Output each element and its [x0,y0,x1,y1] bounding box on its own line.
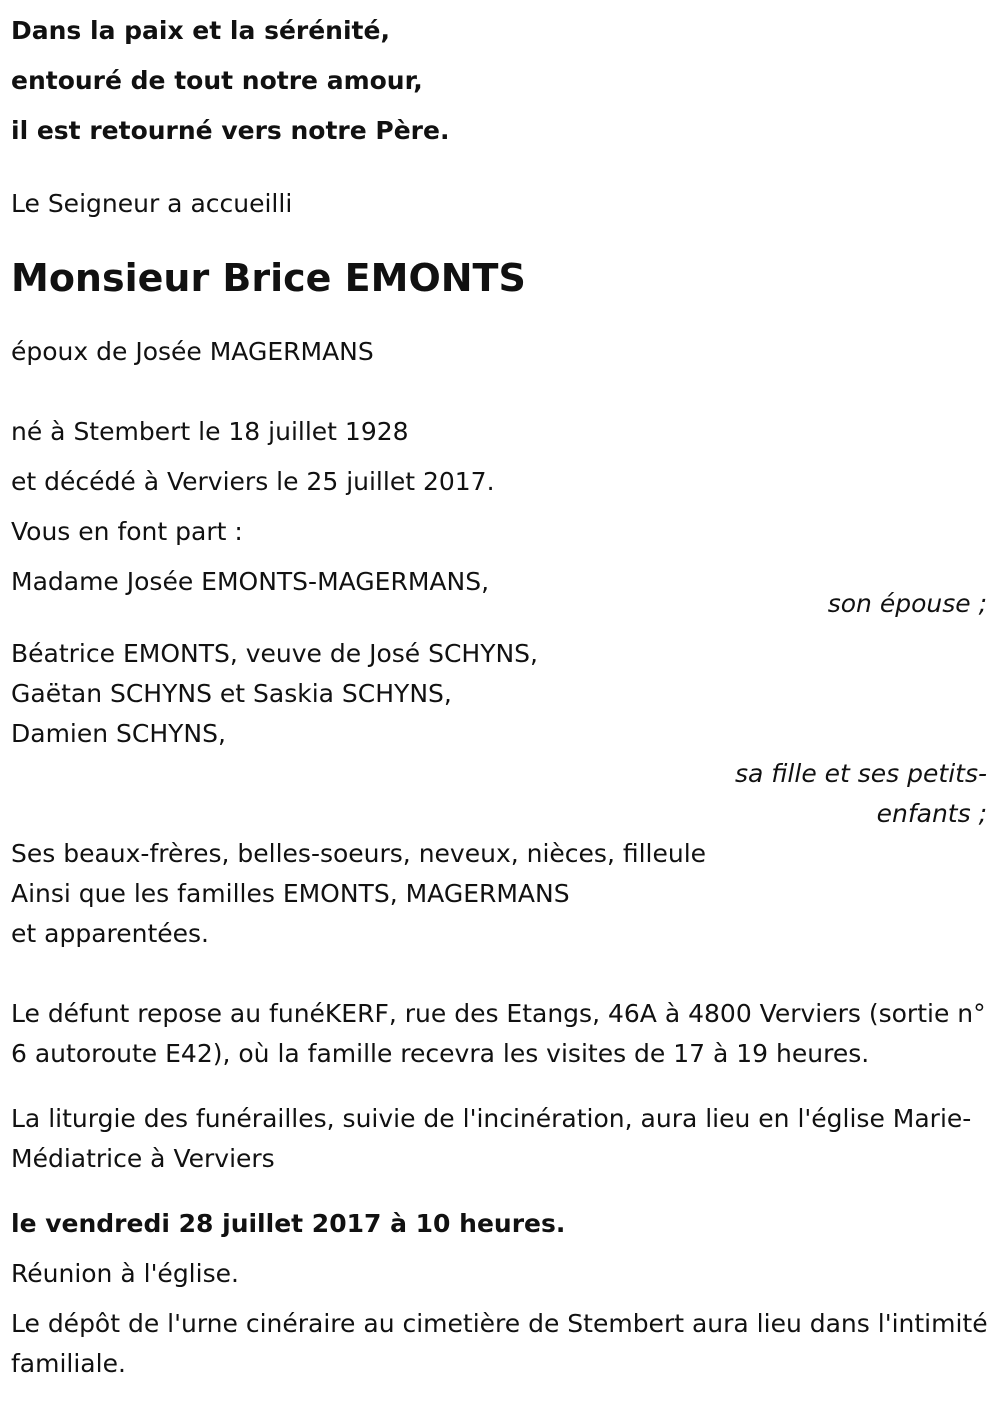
spouse-name: Madame Josée EMONTS-MAGERMANS, [11,567,490,596]
relatives-line: et apparentées. [11,919,209,948]
funeral-date: le vendredi 28 juillet 2017 à 10 heures. [11,1209,566,1238]
child-line: Gaëtan SCHYNS et Saskia SCHYNS, [11,679,452,708]
family-list [11,562,991,954]
children-role: sa fille et ses petits- [734,759,987,788]
relatives-line: Ses beaux-frères, belles-soeurs, neveux, nièces, filleule [11,839,707,868]
rest-paragraph: Le défunt repose au funéKERF, rue des Etangs, 46A à 4800 Verviers (sortie n° 6 autoroute E42), où la famille recevra les visites de 17 à 19 heures. [11,999,986,1068]
birth-line: né à Stembert le 18 juillet 1928 [11,417,409,446]
funeral-details [11,994,991,1384]
spouse-line: époux de Josée MAGERMANS [11,337,374,366]
child-line: Béatrice EMONTS, veuve de José SCHYNS, [11,639,539,668]
urn-paragraph: Le dépôt de l'urne cinéraire au cimetière de Stembert aura lieu dans l'intimité familiale. [11,1309,988,1378]
deceased-name: Monsieur Brice EMONTS [11,256,526,300]
intro-line: il est retourné vers notre Père. [11,116,450,145]
death-line: et décédé à Verviers le 25 juillet 2017. [11,467,495,496]
intro-line: entouré de tout notre amour, [11,66,423,95]
intro-verse [11,6,991,156]
meeting-line: Réunion à l'église. [11,1259,239,1288]
children-role: enfants ; [876,799,987,828]
spouse-role: son épouse ; [827,589,987,618]
relatives-line: Ainsi que les familles EMONTS, MAGERMANS [11,879,570,908]
welcome-line: Le Seigneur a accueilli [11,189,293,218]
notice-content [11,6,991,1409]
child-line: Damien SCHYNS, [11,719,226,748]
intro-line: Dans la paix et la sérénité, [11,16,390,45]
announcement-line: Vous en font part : [11,517,243,546]
liturgy-paragraph: La liturgie des funérailles, suivie de l'incinération, aura lieu en l'église Marie-Médiatrice à Verviers [11,1104,972,1173]
